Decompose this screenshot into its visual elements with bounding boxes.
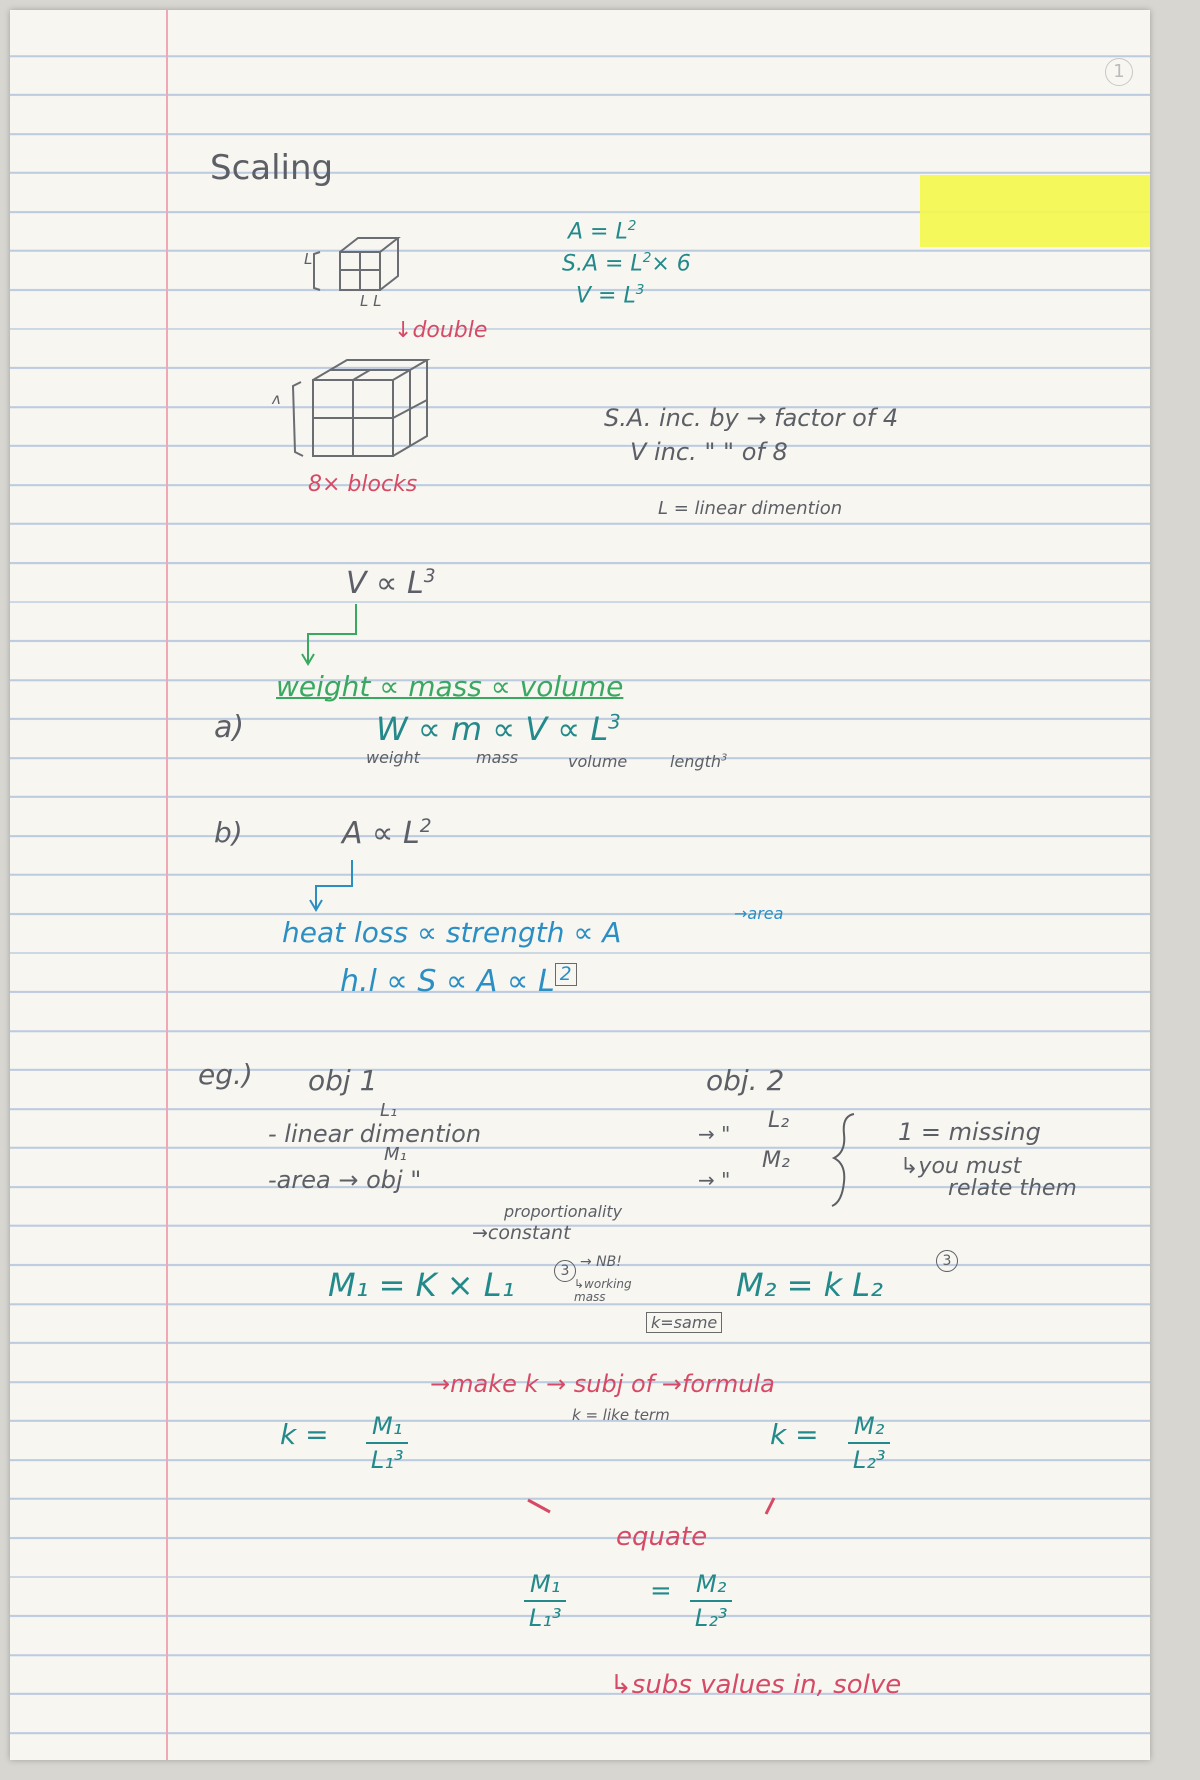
label-length: length$^3$ bbox=[670, 752, 728, 771]
arrow-to-heat bbox=[304, 858, 364, 918]
k-like-term: k = like term bbox=[572, 1406, 670, 1424]
small-cube-side-label: L bbox=[304, 250, 313, 268]
k1-fraction bbox=[366, 1412, 408, 1474]
subs-values-note: ↳subs values in, solve bbox=[610, 1670, 902, 1700]
equate-numerator-right: M₂ bbox=[690, 1570, 732, 1602]
part-b-label: b) bbox=[214, 816, 243, 849]
constant-label: →constant bbox=[472, 1222, 571, 1244]
equation-obj2: M₂ = k L₂ bbox=[736, 1266, 883, 1304]
formula-volume: $V = L^3$ bbox=[576, 282, 645, 309]
margin-line bbox=[166, 10, 168, 1760]
k1-lhs: k = bbox=[280, 1418, 329, 1451]
linear-dimension-def: L = linear dimention bbox=[658, 498, 843, 519]
converge-strokes bbox=[520, 1494, 790, 1524]
obj1-label: obj 1 bbox=[308, 1064, 378, 1097]
missing-note-1: 1 = missing bbox=[898, 1118, 1041, 1146]
arrow-to-weight bbox=[300, 602, 380, 672]
k2-lhs: k = bbox=[770, 1418, 819, 1451]
equation-obj1: M₁ = K × L₁ bbox=[328, 1266, 515, 1304]
heat-loss-equation: h.l ∝ S ∝ A ∝ L $^2$ bbox=[340, 964, 577, 999]
weight-proportional-line: weight ∝ mass ∝ volume bbox=[276, 670, 624, 703]
k2-numerator: M₂ bbox=[848, 1412, 890, 1444]
obj2-label: obj. 2 bbox=[706, 1064, 785, 1097]
double-label: ↓double bbox=[394, 318, 488, 343]
equate-label: equate bbox=[616, 1522, 708, 1552]
equate-fraction-right bbox=[690, 1570, 732, 1632]
part-a-label: a) bbox=[214, 710, 245, 745]
page-title: Scaling bbox=[210, 148, 334, 188]
L2-label: L₂ bbox=[768, 1108, 790, 1133]
k2-fraction bbox=[848, 1412, 890, 1474]
arrow-ditto-1: → " bbox=[698, 1122, 731, 1146]
make-k-subject: →make k → subj of →formula bbox=[430, 1370, 775, 1398]
three-circle-1: 3 bbox=[554, 1260, 576, 1282]
brace bbox=[830, 1110, 870, 1210]
linear-row: - linear dimention bbox=[268, 1120, 482, 1148]
k1-numerator: M₁ bbox=[366, 1412, 408, 1444]
k2-denominator: L₂³ bbox=[852, 1446, 886, 1474]
v-proportional: $V \propto L^3$ bbox=[346, 566, 436, 601]
k1-denominator: L₁³ bbox=[370, 1446, 404, 1474]
small-cube-bottom-labels: L L bbox=[360, 292, 382, 310]
equate-equals: = bbox=[650, 1576, 672, 1606]
equate-denominator-right: L₂³ bbox=[694, 1604, 728, 1632]
eg-label: eg.) bbox=[198, 1058, 253, 1091]
notebook-page bbox=[10, 10, 1150, 1760]
large-cube-side-label: ʌ bbox=[272, 390, 281, 408]
nb-note: → NB! bbox=[580, 1254, 622, 1270]
label-volume: volume bbox=[568, 752, 628, 771]
highlighter-mark bbox=[920, 175, 1150, 247]
working-mass-note: ↳working mass bbox=[574, 1277, 632, 1304]
large-cube-label: 8× blocks bbox=[308, 472, 418, 497]
arrow-ditto-2: → " bbox=[698, 1168, 731, 1192]
part-a-equation: $W \propto m \propto V \propto L^3$ bbox=[376, 710, 621, 748]
label-mass: mass bbox=[476, 748, 519, 767]
formula-surface-area: $S.A = L^2\times 6$ bbox=[562, 250, 691, 277]
missing-note-2: ↳you must bbox=[900, 1154, 1022, 1179]
sa-increase: S.A. inc. by → factor of 4 bbox=[604, 404, 899, 432]
equate-denominator-left: L₁³ bbox=[528, 1604, 562, 1632]
area-note: →area bbox=[734, 904, 784, 923]
part-b-equation: $A \propto L^2$ bbox=[342, 816, 432, 851]
v-increase: V inc. " " of 8 bbox=[630, 438, 788, 466]
large-cube-sketch bbox=[265, 352, 465, 477]
equate-numerator-left: M₁ bbox=[524, 1570, 566, 1602]
area-row: -area → obj " bbox=[268, 1166, 422, 1194]
label-weight: weight bbox=[366, 748, 420, 767]
proportionality-label: proportionality bbox=[504, 1202, 623, 1221]
M2-label: M₂ bbox=[762, 1148, 790, 1173]
missing-note-3: relate them bbox=[948, 1176, 1077, 1201]
equate-fraction-left bbox=[524, 1570, 566, 1632]
three-circle-2: 3 bbox=[936, 1250, 958, 1272]
heat-loss-line: heat loss ∝ strength ∝ A bbox=[282, 916, 622, 949]
L1-label: L₁ bbox=[380, 1100, 398, 1121]
page-number: 1 bbox=[1105, 58, 1133, 86]
formula-area: $A = L^2$ bbox=[568, 218, 637, 245]
k-same-box: k=same bbox=[646, 1312, 722, 1333]
M1-label: M₁ bbox=[384, 1144, 407, 1165]
